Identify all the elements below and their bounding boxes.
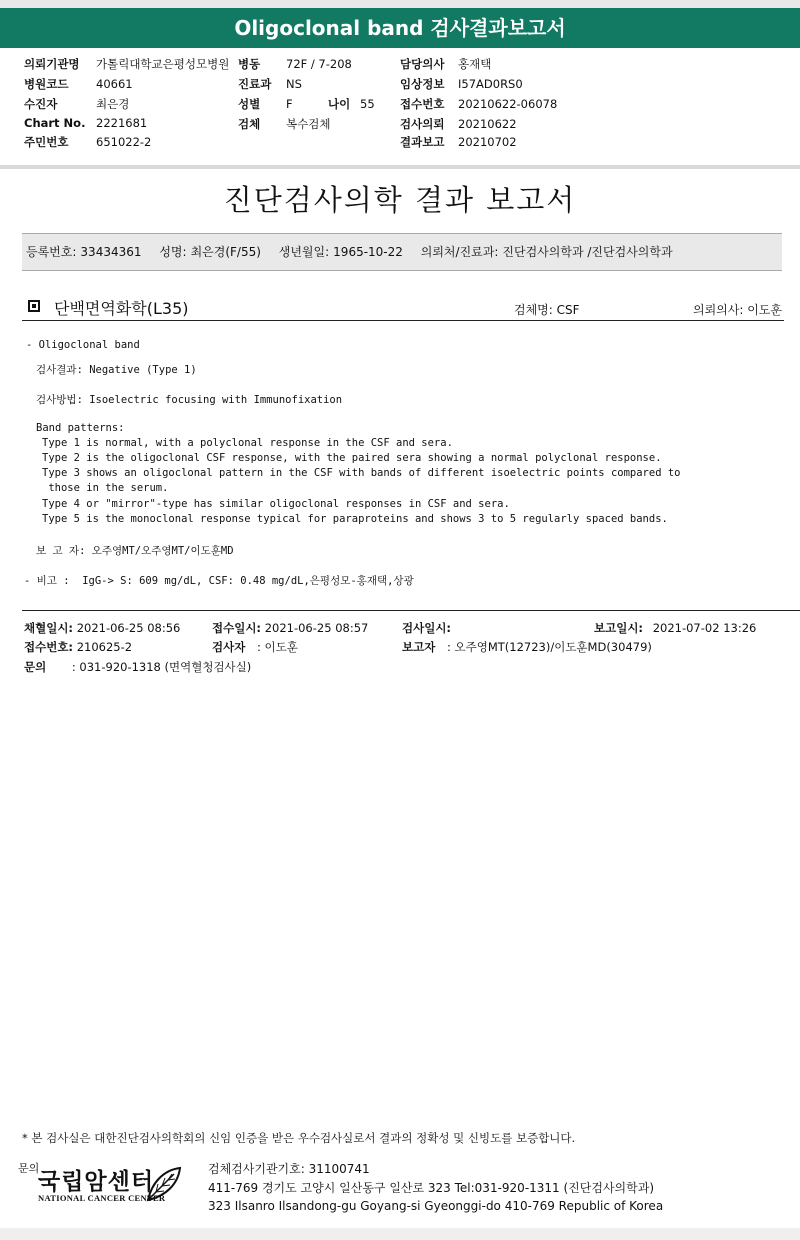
contact-label: 문의 [24, 660, 47, 674]
report-time [594, 620, 756, 636]
test-name: - Oligoclonal band [26, 339, 140, 351]
contact-value: : 031-920-1318 (면역혈청검사실) [71, 660, 252, 674]
header-value: 20210622 [458, 117, 517, 131]
reporter-line: 보 고 자: 오주영MT/오주영MT/이도훈MD [36, 545, 234, 557]
header-label: 담당의사 [400, 57, 445, 71]
test-time-label: 검사일시: [402, 621, 452, 635]
header-label: 나이 [328, 97, 351, 111]
reg-no-value: 33434361 [80, 245, 142, 259]
header-label: 진료과 [238, 77, 272, 91]
receive-time-label: 접수일시: [212, 621, 262, 635]
reg-no-label: 등록번호: [26, 245, 77, 259]
header-label: 임상정보 [400, 77, 445, 91]
institution-address-ko: 411-769 경기도 고양시 일산동구 일산로 323 Tel:031-920-1311 (진단검사의학과) [208, 1181, 655, 1195]
header-label: 검사의뢰 [400, 117, 445, 131]
report-banner-title: Oligoclonal band 검사결과보고서 [0, 8, 800, 48]
page-title: 진단검사의학 결과 보고서 [223, 183, 577, 217]
header-row-patient [24, 96, 129, 112]
header-row-resident-no [24, 134, 151, 150]
accession-no-value: 210625-2 [76, 640, 133, 654]
header-row-chart-no [24, 116, 147, 130]
certification-note: * 본 검사실은 대한진단검사의학회의 신임 인증을 받은 우수검사실로서 결과의 정확성 및 신빙도를 보증합니다. [22, 1131, 576, 1145]
header-divider [0, 165, 800, 169]
header-row-age [328, 96, 375, 112]
accession-no-label: 접수번호: [24, 640, 74, 654]
header-row-specimen [238, 116, 330, 132]
test-time [402, 620, 451, 636]
ordering-doctor: 의뢰의사: 이도훈 [692, 303, 782, 317]
header-label: 주민번호 [24, 135, 69, 149]
accession-no [24, 639, 132, 655]
header-value: I57AD0RS0 [458, 77, 523, 91]
band-pattern-line: those in the serum. [42, 482, 169, 494]
inquiry-label: 문의 [18, 1162, 40, 1175]
header-label: 병동 [238, 57, 261, 71]
remark-line: - 비고 : IgG-> S: 609 mg/dL, CSF: 0.48 mg/dL,은평성모-홍재택,상광 [24, 575, 414, 587]
institution-logo-english: NATIONAL CANCER CENTER [38, 1193, 166, 1203]
test-result: 검사결과: Negative (Type 1) [36, 364, 197, 376]
header-row-department [238, 76, 302, 92]
square-bullet-icon [28, 300, 40, 312]
bottom-edge [0, 1228, 800, 1240]
header-value: 2221681 [96, 116, 148, 130]
leaf-logo-icon [144, 1164, 184, 1204]
section-title: 단백면역화학(L35) [54, 299, 189, 318]
specimen-name: 검체명: CSF [514, 303, 580, 317]
header-row-institution [24, 56, 229, 72]
band-pattern-line: Type 3 shows an oligoclonal pattern in the CSF with bands of different isoelectric points compared to [42, 467, 681, 479]
header-value: F [286, 97, 293, 111]
header-value: 20210622-06078 [458, 97, 558, 111]
test-method: 검사방법: Isoelectric focusing with Immunofixation [36, 394, 343, 406]
tester-label: 검사자 [212, 640, 246, 654]
footer-divider [22, 610, 800, 611]
collect-time-value: 2021-06-25 08:56 [76, 621, 181, 635]
report-time-value: 2021-07-02 13:26 [652, 621, 757, 635]
header-label: 병원코드 [24, 77, 69, 91]
institution-logo-name: 국립암센터 [38, 1169, 155, 1195]
header-row-physician [400, 56, 491, 72]
header-value: 홍재택 [458, 57, 492, 71]
collect-time [24, 620, 180, 636]
header-row-clinical-info [400, 76, 523, 92]
header-value: 651022-2 [96, 135, 152, 149]
header-value: 20210702 [458, 135, 517, 149]
header-value: NS [286, 77, 302, 91]
header-value: 72F / 7-208 [286, 57, 352, 71]
header-row-request-date [400, 116, 517, 132]
band-patterns-title: Band patterns: [36, 422, 125, 434]
header-row-ward [238, 56, 352, 72]
header-row-accession [400, 96, 557, 112]
header-label: 수진자 [24, 97, 58, 111]
dept-value: 진단검사의학과 /진단검사의학과 [502, 245, 673, 259]
header-value: 40661 [96, 77, 133, 91]
band-pattern-line: Type 5 is the monoclonal response typical for paraproteins and shows 3 to 5 regularly spaced bands. [42, 513, 668, 525]
header-label: 검체 [238, 117, 261, 131]
section-header [22, 296, 784, 321]
report-time-label: 보고일시: [594, 621, 644, 635]
header-label: 접수번호 [400, 97, 445, 111]
header-row-report-date [400, 134, 517, 150]
band-pattern-line: Type 4 or "mirror"-type has similar oligoclonal responses in CSF and sera. [42, 498, 510, 510]
name-value: 최은경(F/55) [190, 245, 261, 259]
header-row-sex [238, 96, 293, 112]
receive-time-value: 2021-06-25 08:57 [264, 621, 369, 635]
top-edge [0, 0, 800, 8]
institution-code: 검체검사기관기호: 31100741 [208, 1162, 370, 1176]
institution-address-en: 323 Ilsanro Ilsandong-gu Goyang-si Gyeonggi-do 410-769 Republic of Korea [208, 1199, 664, 1213]
name-label: 성명: [159, 245, 187, 259]
tester [212, 639, 298, 655]
tester-value: : 이도훈 [256, 640, 298, 654]
dob-label: 생년월일: [278, 245, 330, 259]
header-value: 가톨릭대학교은평성모병원 [96, 57, 230, 71]
receive-time [212, 620, 368, 636]
band-pattern-line: Type 2 is the oligoclonal CSF response, with the paired sera showing a normal polyclonal response. [42, 452, 662, 464]
collect-time-label: 채혈일시: [24, 621, 74, 635]
header-value: 55 [360, 97, 375, 111]
band-pattern-line: Type 1 is normal, with a polyclonal response in the CSF and sera. [42, 437, 453, 449]
dept-label: 의뢰처/진료과: [420, 245, 499, 259]
header-label: 의뢰기관명 [24, 57, 80, 71]
patient-info-bar [22, 233, 782, 271]
reporter [402, 639, 652, 655]
header-label: Chart No. [24, 116, 86, 130]
header-label: 성별 [238, 97, 261, 111]
dob-value: 1965-10-22 [333, 245, 403, 259]
header-label: 결과보고 [400, 135, 445, 149]
contact [24, 659, 251, 675]
reporter-label: 보고자 [402, 640, 436, 654]
header-value: 최은경 [96, 97, 130, 111]
header-value: 복수검체 [286, 117, 331, 131]
reporter-value: : 오주영MT(12723)/이도훈MD(30479) [446, 640, 652, 654]
header-row-hospital-code [24, 76, 133, 92]
